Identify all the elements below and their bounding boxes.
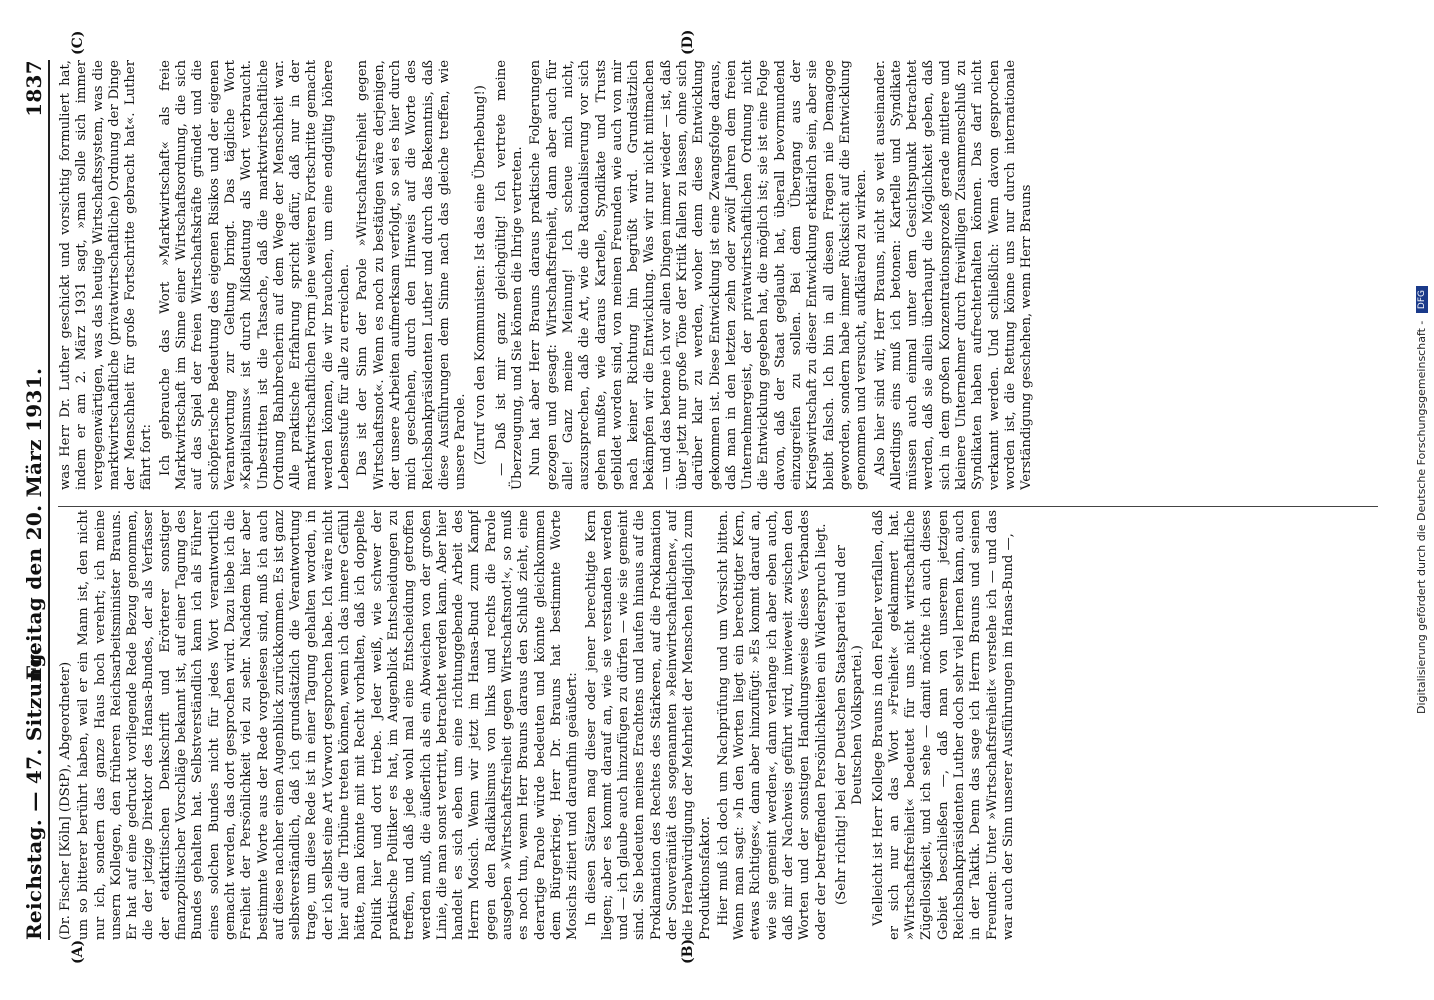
interjection: (Zuruf von den Kommunisten: Ist das eine Überhebung!) — [473, 85, 489, 465]
interjection: (Sehr richtig! bei der Deutschen Staatspartei und der Deutschen Volkspartei.) — [833, 545, 866, 905]
header-rule — [48, 60, 50, 940]
speaker-line: (Dr. Fischer [Köln] (DStP), Abgeordneter) — [58, 661, 73, 940]
margin-marker-a: (A) — [70, 939, 86, 964]
footer-text: Digitalisierung gefördert durch die Deutsche Forschungsgemeinschaft - — [1415, 320, 1428, 714]
paragraph: Also hier sind wir, Herr Brauns, nicht so weit auseinander. Allerdings eins muß ich betonen: Kartelle und Syndikate müssen auch einmal unter dem Gesichtspunkt betrachtet werden, daß sie allein überhaupt die Möglichkeit geben, daß sich in dem großen Konzentrationsprozeß gerade mittlere und kleinere Unternehmer durch freiwilligen Zusammenschluß zu Syndikaten haben aufrechterhalten können. Das darf nicht verkannt werden. Und schließlich: Wenn davon gesprochen worden ist, die Rettung könne uns nur durch internationale Verständigung geschehen, wenn Herr Brauns — [872, 60, 1035, 490]
quoted-paragraph: Ich gebrauche das Wort »Marktwirtschaft« als freie Marktwirtschaft im Sinne einer Wirtschaftsordnung, die sich auf das Spiel der freien Wirtschaftskräfte gründet und die schöpferische Bedeutung des eigenen Risikos und der eigenen Verantwortung zur Geltung bringt. Das tägliche Wort »Kapitalismus« ist durch Mißdeutung als Wort verbraucht. Unbestritten ist die Tatsache, daß die marktwirtschaftliche Ordnung Bahnbrecherin auf dem Wege der Menschheit war. Alle praktische Erfahrung spricht dafür, daß nur in der marktwirtschaftlichen Form jene weiteren Fortschritte gemacht werden können, die wir brauchen, um eine endgültig höhere Lebensstufe für alle zu erreichen. — [157, 60, 353, 490]
paragraph: um so bitterer berührt haben, weil er ein Mann ist, den nicht nur ich, sondern das ganze Haus hoch verehrt; ich meine unsern Kollegen, den früheren Reichsarbeitsminister Brauns. Er hat auf eine gedruckt vorliegende Rede Bezug genommen, die der jetzige Direktor des Hansa-Bundes, der als Verfasser der etatkritischen Denkschrift und Erörterer sonstiger finanzpolitischer Vorschläge bekannt ist, auf einer Tagung des Bundes gehalten hat. Selbstverständlich kann ich als Führer eines solchen Bundes nicht für jedes Wort verantwortlich gemacht werden, das dort gesprochen wird. Dazu liebe ich die Freiheit der Persönlichkeit viel zu sehr. Nachdem hier aber bestimmte Worte aus der Rede vorgelesen sind, muß ich auch auf diese nachher einen Augenblick zurückkommen. Es ist ganz selbstverständlich, daß ich grundsätzlich die Verantwortung trage, um diese Rede ist in einer Tagung gehalten worden, in der ich selbst eine Art Vorwort gesprochen habe. Ich wäre nicht hier auf die Tribüne treten können, wenn ich das innere Gefühl hätte, man könnte mit mit Recht vorhalten, daß ich doppelte Politik hier und dort triebe. Jeder weiß, wie schwer der praktische Politiker es hat, im Augenblick Entscheidungen zu treffen, und daß jede wohl mal eine Entscheidung getroffen werden muß, die äußerlich als ein Abweichen von der großen Linie, die man sonst vertritt, betrachtet werden kann. Aber hier handelt es sich eben um eine richtunggebende Arbeit des Herrn Mosich. Wenn wir jetzt im Hansa-Bund zum Kampf gegen den Radikalismus von links und rechts die Parole ausgeben »Wirtschaftsfreiheit gegen Wirtschaftsnot!«, so muß es noch tun, wenn Herr Brauns daraus den Schluß zieht, eine derartige Parole würde bedeuten und könnte gleichkommen dem Bürgerkrieg. Herr Dr. Brauns hat bestimmte Worte Mosichs zitiert und daraufhin geäußert: — [76, 510, 581, 940]
margin-marker-c: (C) — [70, 30, 86, 55]
paragraph: — Daß ist mir ganz gleichgültig! Ich vertrete meine Überzeugung, und Sie können die Ihrige vertreten. — [493, 60, 526, 490]
paragraph: Nun hat aber Herr Brauns daraus praktische Folgerungen gezogen und gesagt: Wirtschaftsfreiheit, dann aber auch für alle! Ganz meine Meinung! Ich scheue mich nicht, auszusprechen, daß die Art, wie die Rationalisierung vor sich gehen mußte, wie daraus Kartelle, Syndikate und Trusts gebildet worden sind, von meinen Freunden wie auch von mir nach keiner Richtung hin begrüßt wird. Grundsätzlich bekämpfen wir die Entwicklung. Was wir nur nicht mitmachen — und das betone ich vor allen Dingen immer wieder — ist, daß über jetzt nur große Töne der Kritik fallen zu lassen, ohne sich darüber klar zu werden, woher denn diese Entwicklung gekommen ist. Diese Entwicklung ist eine Zwangsfolge daraus, daß man in den letzten zehn oder zwölf Jahren dem freien Unternehmergeist, der privatwirtschaftlichen Ordnung nicht die Entwicklung gegeben hat, die möglich ist; sie ist eine Folge davon, daß der Staat geglaubt hat, überall bevormundend einzugreifen zu sollen. Bei dem Übergang aus der Kriegswirtschaft zu dieser Entwicklung erklärlich sein, aber sie bleibt falsch. Ich bin in all diesen Fragen nie Demagoge geworden, sondern habe immer Rücksicht auf die Entwicklung genommen und versucht, aufklärend zu wirken. — [528, 60, 870, 490]
column-divider — [58, 506, 1378, 507]
quoted-paragraph: In diesen Sätzen mag dieser oder jener berechtigte Kern liegen; aber es kommt darauf an, wie sie verstanden werden und — ich glaube auch hinzufügen zu dürfen — wie sie gemeint sind. Sie bedeuten meines Erachtens und laufen hinaus auf die Proklamation des Rechtes des Stärkeren, auf die Proklamation der Souveränität des sogenannten »Reinwirtschaftlichen«, auf die Herabwürdigung der Mehrheit der Menschen lediglich zum Produktionsfaktor. — [583, 510, 713, 940]
header-left: Reichstag. — 47. Sitzung. — [22, 646, 46, 940]
paragraph: Hier muß ich doch um Nachprüfung und um Vorsicht bitten. Wenn man sagt: »In den Worten liegt ein berechtigter Kern, etwas Richtiges«, dann aber hinzufügt: »Es kommt darauf an, wie sie gemeint werden«, dann verlange ich aber eben auch, daß mir der Nachweis geführt wird, inwieweit zwischen den Worten und der sonstigen Handlungsweise dieses Verbandes oder der betreffenden Persönlichkeiten ein Widerspruch liegt. — [715, 510, 829, 940]
paragraph: was Herr Dr. Luther geschickt und vorsichtig formuliert hat, indem er am 2. März 1931 sagt, »man solle sich immer vergegenwärtigen, was das heutige Wirtschaftssystem, was die marktwirtschaftliche (privatwirtschaftliche) Ordnung der Dinge der Menschheit für große Fortschritte gebracht hat«. Luther fährt fort: — [58, 60, 155, 490]
left-column — [58, 510, 1388, 940]
header-date: Freitag den 20. März 1931. — [22, 367, 46, 680]
right-column — [58, 60, 1388, 490]
page-number: 1837 — [22, 60, 46, 117]
margin-marker-d: (D) — [680, 29, 696, 55]
digitization-footer — [1415, 0, 1428, 1000]
margin-marker-b: (B) — [680, 938, 696, 964]
paragraph: Das ist der Sinn der Parole »Wirtschaftsfreiheit gegen Wirtschaftsnot«. Wenn es noch zu bestätigen wäre derjenigen, der unsere Arbeiten aufmerksam verfolgt, so sei es hier durch mich geschehen, durch den Hinweis auf die Worte des Reichsbankpräsidenten Luther und durch das Bekenntnis, daß diese Ausführungen dem Sinne nach das gleiche treffen, wie unsere Parole. — [355, 60, 469, 490]
page-header — [10, 60, 50, 940]
dfg-logo: DFG — [1416, 286, 1428, 313]
paragraph: Vielleicht ist Herr Kollege Brauns in den Fehler verfallen, daß er sich nur an das Wort »Freiheit« geklammert hat. »Wirtschaftsfreiheit« bedeutet für uns nicht wirtschaftliche Zügellosigkeit, und ich sehe — damit möchte ich auch dieses Gebiet beschließen —, daß man von unserem jetzigen Reichsbankpräsidenten Luther doch sehr viel lernen kann, auch in der Taktik. Denn das sage ich Herrn Brauns und seinen Freunden: Unter »Wirtschaftsfreiheit« verstehe ich — und das war auch der Sinn unserer Ausführungen im Hansa-Bund —, — [870, 510, 1016, 940]
